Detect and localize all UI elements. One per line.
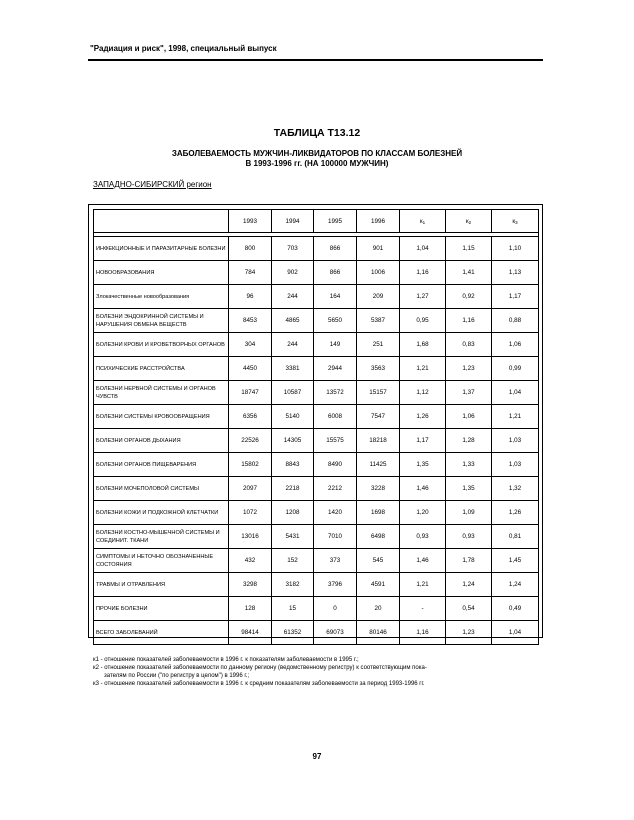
row-value: 98414 (229, 621, 272, 645)
row-value: 1,46 (400, 477, 446, 501)
note-k2-line2: зателям по России ("по регистру в целом") в 1996 г.; (104, 673, 250, 679)
table-row (94, 285, 539, 309)
row-value: 1,35 (400, 453, 446, 477)
table-row (94, 477, 539, 501)
footnotes (93, 656, 543, 688)
row-value: 545 (357, 549, 400, 573)
row-value: 1,06 (492, 333, 539, 357)
row-value: 1,16 (400, 261, 446, 285)
row-value: 3381 (272, 357, 314, 381)
row-value: 1,04 (400, 237, 446, 261)
table-row (94, 621, 539, 645)
row-label: ВСЕГО ЗАБОЛЕВАНИЙ (94, 621, 229, 645)
table-row (94, 597, 539, 621)
row-value: 5387 (357, 309, 400, 333)
row-value: 902 (272, 261, 314, 285)
row-value: 0,93 (400, 525, 446, 549)
row-label: БОЛЕЗНИ ЭНДОКРИННОЙ СИСТЕМЫ И НАРУШЕНИЯ ОБМЕНА ВЕЩЕСТВ (94, 309, 229, 333)
row-label: НОВООБРАЗОВАНИЯ (94, 261, 229, 285)
table-row (94, 381, 539, 405)
data-table (93, 209, 539, 645)
row-value: 0,83 (446, 333, 492, 357)
row-value: 784 (229, 261, 272, 285)
row-value: 3298 (229, 573, 272, 597)
row-value: 7010 (314, 525, 357, 549)
row-value: 7547 (357, 405, 400, 429)
row-value: 6498 (357, 525, 400, 549)
row-label: СИМПТОМЫ И НЕТОЧНО ОБОЗНАЧЕННЫЕ СОСТОЯНИЯ (94, 549, 229, 573)
row-value: 8490 (314, 453, 357, 477)
running-header: "Радиация и риск", 1998, специальный выпуск (90, 44, 277, 53)
page-number: 97 (312, 752, 322, 761)
row-value: 1,21 (400, 357, 446, 381)
table-row (94, 573, 539, 597)
row-value: 1,10 (492, 237, 539, 261)
header-col-k2: $к_2$ (446, 210, 492, 233)
row-value: 0,92 (446, 285, 492, 309)
row-label: БОЛЕЗНИ ОРГАНОВ ДЫХАНИЯ (94, 429, 229, 453)
row-value: 1208 (272, 501, 314, 525)
header-col-1993: 1993 (229, 210, 272, 233)
row-label: ПРОЧИЕ БОЛЕЗНИ (94, 597, 229, 621)
table-row (94, 501, 539, 525)
row-value: 251 (357, 333, 400, 357)
header-col-1996: 1996 (357, 210, 400, 233)
row-value: 1072 (229, 501, 272, 525)
header-rule (88, 59, 543, 61)
row-value: 1,32 (492, 477, 539, 501)
region-label: ЗАПАДНО-СИБИРСКИЙ регион (93, 180, 212, 189)
row-value: 11425 (357, 453, 400, 477)
row-value: 0,88 (492, 309, 539, 333)
row-value: 2218 (272, 477, 314, 501)
row-value: 1,16 (400, 621, 446, 645)
row-value: 0,49 (492, 597, 539, 621)
row-value: 1,17 (400, 429, 446, 453)
row-label: БОЛЕЗНИ МОЧЕПОЛОВОЙ СИСТЕМЫ (94, 477, 229, 501)
row-value: 1,45 (492, 549, 539, 573)
row-value: 0,93 (446, 525, 492, 549)
table-row (94, 237, 539, 261)
row-value: 1,46 (400, 549, 446, 573)
row-value: 96 (229, 285, 272, 309)
row-value: 1,06 (446, 405, 492, 429)
row-value: 1,33 (446, 453, 492, 477)
row-value: 1,20 (400, 501, 446, 525)
row-value: 432 (229, 549, 272, 573)
row-value: 1,21 (492, 405, 539, 429)
table-row (94, 309, 539, 333)
row-value: 4865 (272, 309, 314, 333)
row-value: 1,13 (492, 261, 539, 285)
row-value: 15157 (357, 381, 400, 405)
table-row (94, 453, 539, 477)
note-k3: к3 - отношение показателей заболеваемости в 1996 г. к средним показателям заболеваемости за период 1993-1996 гг. (93, 681, 425, 687)
table-body (94, 237, 539, 645)
row-value: 4591 (357, 573, 400, 597)
row-value: 6356 (229, 405, 272, 429)
row-label: БОЛЕЗНИ ОРГАНОВ ПИЩЕВАРЕНИЯ (94, 453, 229, 477)
row-value: 209 (357, 285, 400, 309)
row-value: 0,81 (492, 525, 539, 549)
table-subtitle (0, 149, 634, 169)
table-row (94, 525, 539, 549)
row-value: 800 (229, 237, 272, 261)
row-label: ПСИХИЧЕСКИЕ РАССТРОЙСТВА (94, 357, 229, 381)
row-value: 14305 (272, 429, 314, 453)
row-value: 5431 (272, 525, 314, 549)
row-value: 61352 (272, 621, 314, 645)
header-col-k1: $к_1$ (400, 210, 446, 233)
table-header-row (94, 210, 539, 233)
row-value: 152 (272, 549, 314, 573)
row-value: 866 (314, 237, 357, 261)
row-value: 1,35 (446, 477, 492, 501)
row-value: 2097 (229, 477, 272, 501)
row-value: 128 (229, 597, 272, 621)
row-value: 1,15 (446, 237, 492, 261)
row-value: 1,28 (446, 429, 492, 453)
row-value: 15575 (314, 429, 357, 453)
row-label: ИНФЕКЦИОННЫЕ И ПАРАЗИТАРНЫЕ БОЛЕЗНИ (94, 237, 229, 261)
table-row (94, 405, 539, 429)
row-value: 1,68 (400, 333, 446, 357)
row-value: 149 (314, 333, 357, 357)
row-value: 373 (314, 549, 357, 573)
row-label: БОЛЕЗНИ КОСТНО-МЫШЕЧНОЙ СИСТЕМЫ И СОЕДИНИТ. ТКАНИ (94, 525, 229, 549)
row-value: 3563 (357, 357, 400, 381)
note-k2-line1: к2 - отношение показателей заболеваемости по данному региону (ведомственному регистру) к соответствующим пока- (93, 665, 427, 671)
row-value: 3182 (272, 573, 314, 597)
row-value: 866 (314, 261, 357, 285)
note-k1: к1 - отношение показателей заболеваемости в 1996 г. к показателям заболеваемости в 1995 г.; (93, 657, 359, 663)
row-value: - (400, 597, 446, 621)
table-row (94, 333, 539, 357)
row-value: 244 (272, 285, 314, 309)
row-value: 901 (357, 237, 400, 261)
row-value: 18218 (357, 429, 400, 453)
row-value: 18747 (229, 381, 272, 405)
row-value: 1420 (314, 501, 357, 525)
row-value: 80146 (357, 621, 400, 645)
row-value: 3228 (357, 477, 400, 501)
table-row (94, 357, 539, 381)
header-empty-cell (94, 210, 229, 233)
row-value: 2944 (314, 357, 357, 381)
row-value: 1,03 (492, 453, 539, 477)
row-value: 1,04 (492, 621, 539, 645)
row-label: Злокачественные новообразования (94, 285, 229, 309)
header-col-1995: 1995 (314, 210, 357, 233)
row-value: 1,41 (446, 261, 492, 285)
row-value: 69073 (314, 621, 357, 645)
header-col-1994: 1994 (272, 210, 314, 233)
row-value: 244 (272, 333, 314, 357)
row-label: БОЛЕЗНИ КОЖИ И ПОДКОЖНОЙ КЛЕТЧАТКИ (94, 501, 229, 525)
row-value: 304 (229, 333, 272, 357)
row-value: 22526 (229, 429, 272, 453)
row-value: 1,37 (446, 381, 492, 405)
row-value: 15802 (229, 453, 272, 477)
row-value: 0,99 (492, 357, 539, 381)
row-value: 1,04 (492, 381, 539, 405)
table-row (94, 429, 539, 453)
row-value: 13572 (314, 381, 357, 405)
row-value: 3796 (314, 573, 357, 597)
row-value: 8453 (229, 309, 272, 333)
header-col-k3: $к_3$ (492, 210, 539, 233)
row-value: 1,26 (400, 405, 446, 429)
row-value: 164 (314, 285, 357, 309)
row-value: 0,54 (446, 597, 492, 621)
table-title: ТАБЛИЦА T13.12 (273, 127, 361, 139)
row-value: 5140 (272, 405, 314, 429)
row-value: 1,12 (400, 381, 446, 405)
row-value: 1,24 (492, 573, 539, 597)
row-value: 1,23 (446, 357, 492, 381)
row-value: 6008 (314, 405, 357, 429)
table-row (94, 261, 539, 285)
row-label: БОЛЕЗНИ НЕРВНОЙ СИСТЕМЫ И ОРГАНОВ ЧУВСТВ (94, 381, 229, 405)
row-value: 13016 (229, 525, 272, 549)
row-value: 20 (357, 597, 400, 621)
row-value: 1,21 (400, 573, 446, 597)
row-value: 4450 (229, 357, 272, 381)
row-value: 1698 (357, 501, 400, 525)
table-row (94, 549, 539, 573)
row-value: 1,17 (492, 285, 539, 309)
row-value: 0 (314, 597, 357, 621)
row-value: 703 (272, 237, 314, 261)
subtitle-line-2: В 1993-1996 гг. (НА 100000 МУЖЧИН) (245, 159, 389, 168)
row-value: 8843 (272, 453, 314, 477)
row-label: БОЛЕЗНИ СИСТЕМЫ КРОВООБРАЩЕНИЯ (94, 405, 229, 429)
row-value: 10587 (272, 381, 314, 405)
row-value: 1,23 (446, 621, 492, 645)
row-value: 1,09 (446, 501, 492, 525)
row-value: 1,27 (400, 285, 446, 309)
subtitle-line-1: ЗАБОЛЕВАЕМОСТЬ МУЖЧИН-ЛИКВИДАТОРОВ ПО КЛАССАМ БОЛЕЗНЕЙ (171, 149, 463, 158)
row-value: 1,16 (446, 309, 492, 333)
row-value: 2212 (314, 477, 357, 501)
row-value: 5650 (314, 309, 357, 333)
row-value: 15 (272, 597, 314, 621)
row-value: 1,03 (492, 429, 539, 453)
row-label: БОЛЕЗНИ КРОВИ И КРОВЕТВОРНЫХ ОРГАНОВ (94, 333, 229, 357)
row-value: 1,24 (446, 573, 492, 597)
row-value: 0,95 (400, 309, 446, 333)
row-value: 1,26 (492, 501, 539, 525)
row-label: ТРАВМЫ И ОТРАВЛЕНИЯ (94, 573, 229, 597)
row-value: 1,78 (446, 549, 492, 573)
row-value: 1006 (357, 261, 400, 285)
